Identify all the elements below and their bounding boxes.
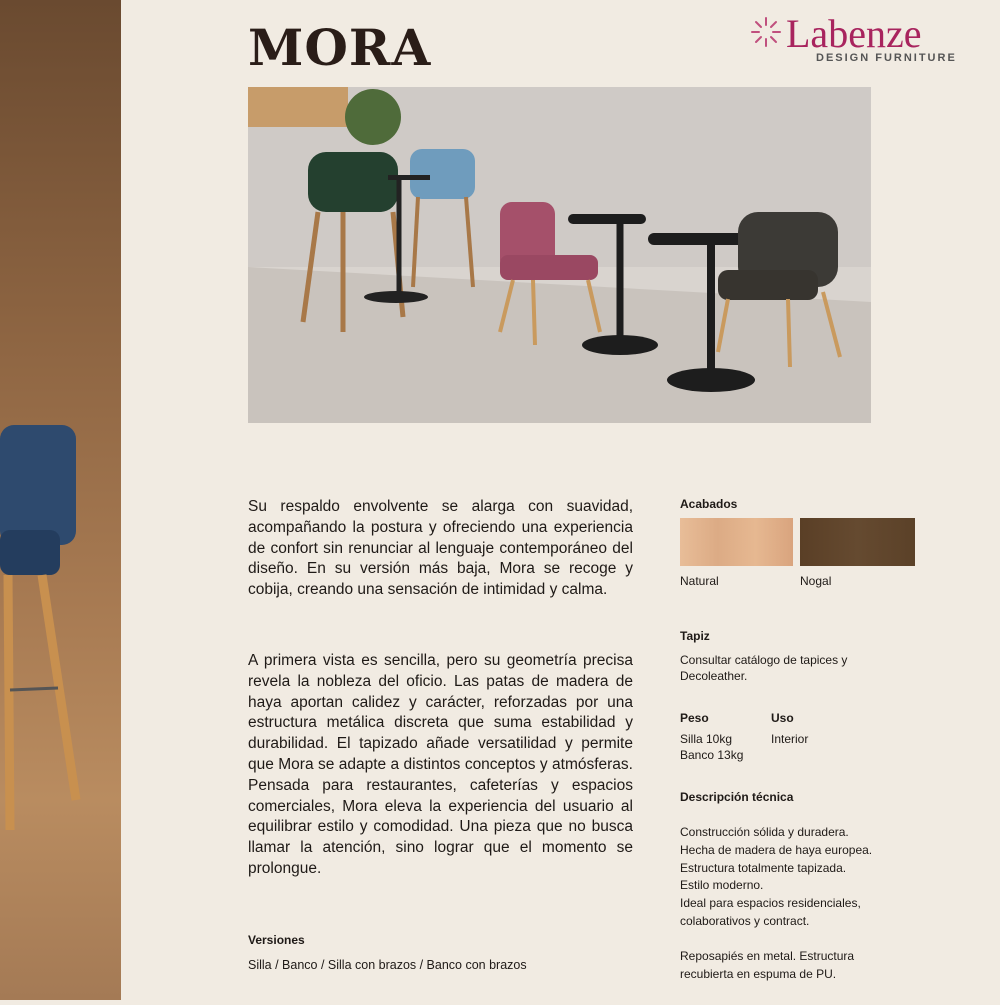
technical-description-heading: Descripción técnica (680, 790, 794, 804)
product-photo (248, 87, 871, 423)
desc-line: Reposapiés en metal. Estructura (680, 948, 855, 963)
weight-chair: Silla 10kg (680, 732, 733, 746)
technical-description (680, 824, 872, 983)
upholstery-text: Consultar catálogo de tapices y Decoleather. (680, 653, 848, 683)
versions-list: Silla / Banco / Silla con brazos / Banco con brazos (248, 958, 527, 972)
blue-stool-image (0, 0, 121, 1000)
desc-line: Hecha de madera de haya europea. (680, 842, 873, 857)
finish-label-nogal: Nogal (800, 574, 832, 588)
description-paragraph-1: Su respaldo envolvente se alarga con suavidad, acompañando la postura y ofreciendo una experiencia de confort sin renunciar al lenguaje contemporáneo del diseño. En su versión más baja, Mora se recoge y cobija, creando una sensación de intimidad y calma. (248, 498, 633, 599)
desc-line: Estilo moderno. (680, 878, 764, 893)
product-title: MORA (248, 18, 432, 77)
side-photo-strip (0, 0, 121, 1000)
finish-label-natural: Natural (680, 574, 719, 588)
desc-line: colaborativos y contract. (680, 913, 810, 928)
weight-stool: Banco 13kg (680, 748, 744, 762)
description-paragraph-2: A primera vista es sencilla, pero su geometría precisa revela la nobleza del oficio. Las patas de madera de haya aportan calidez y carácter, reforzadas por una estructura metálica discreta que suma estabilidad y durabilidad. El tapizado añade versatilidad y permite que Mora se adapte a distintos conceptos y atmósferas. Pensada para restaurantes, cafeterías y espacios comerciales, Mora eleva la experiencia del usuario al equilibrar estilo y comodidad. Una pieza que no busca llamar la atención, sino lograr que el momento se prolongue. (248, 652, 633, 877)
desc-line: recubierta en espuma de PU. (680, 966, 837, 981)
weight-heading: Peso (680, 711, 709, 725)
upholstery-heading: Tapiz (680, 629, 710, 643)
finish-swatch-natural[interactable] (680, 518, 793, 566)
brand-logo (750, 12, 960, 67)
sunburst-icon (750, 16, 782, 48)
use-heading: Uso (771, 711, 794, 725)
versions-heading: Versiones (248, 933, 305, 947)
logo-name: Labenze (786, 11, 922, 56)
desc-line: Ideal para espacios residenciales, (680, 896, 861, 911)
finishes-heading: Acabados (680, 497, 738, 511)
logo-tagline: DESIGN FURNITURE (816, 52, 957, 64)
use-value: Interior (771, 732, 809, 746)
finish-swatch-nogal[interactable] (800, 518, 915, 566)
desc-line: Estructura totalmente tapizada. (680, 860, 847, 875)
desc-line: Construcción sólida y duradera. (680, 825, 849, 839)
